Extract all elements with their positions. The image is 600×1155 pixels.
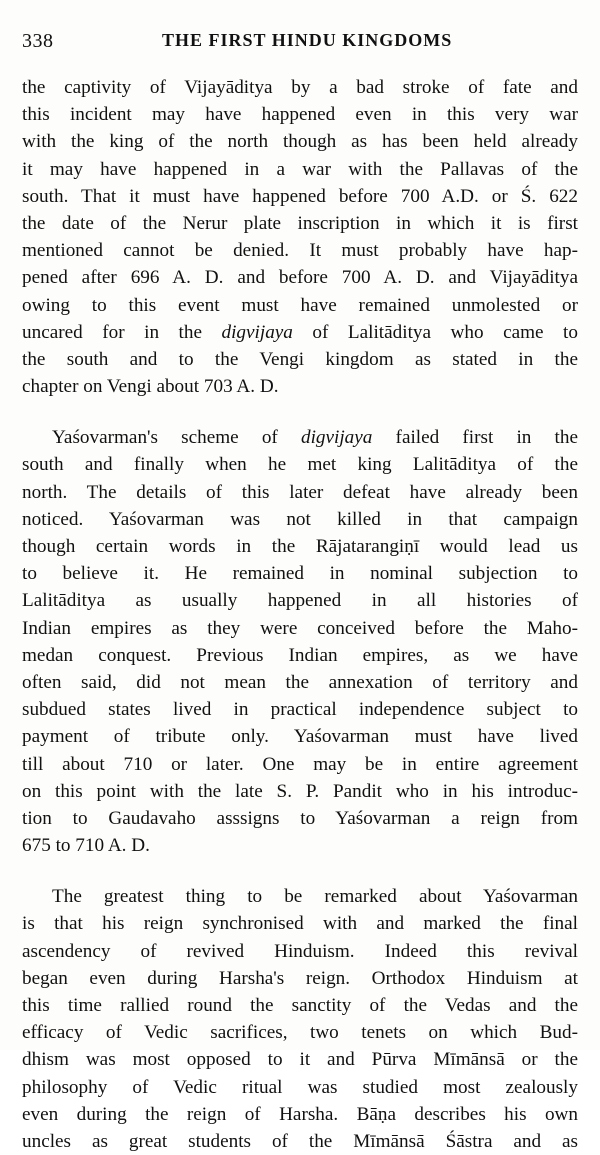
text-line: is that his reign synchronised with and marked the final <box>22 913 578 935</box>
text-line: the captivity of Vijayāditya by a bad stroke of fate and <box>22 77 578 98</box>
paragraph-2 <box>22 424 578 859</box>
text-line: chapter on Vengi about 703 A. D. <box>22 376 279 398</box>
text-line: it may have happened in a war with the Pallavas of the <box>22 158 578 180</box>
text-line: to believe it. He remained in nominal subjection to <box>22 563 578 585</box>
text-line: with the king of the north though as has been held already <box>22 131 578 153</box>
text-line: on this point with the late S. P. Pandit who in his introduc- <box>22 780 578 802</box>
text-line: south. That it must have happened before 700 A.D. or Ś. 622 <box>22 185 578 207</box>
text-line: efficacy of Vedic sacrifices, two tenets on which Bud- <box>22 1022 578 1044</box>
text-line: this time rallied round the sanctity of the Vedas and the <box>22 995 578 1016</box>
text-line: 675 to 710 A. D. <box>22 835 150 857</box>
text-line: medan conquest. Previous Indian empires, as we have <box>22 644 578 666</box>
running-title: THE FIRST HINDU KINGDOMS <box>162 30 453 50</box>
text-line: payment of tribute only. Yaśovarman must have lived <box>22 726 578 748</box>
text-line: this incident may have happened even in this very war <box>22 104 578 126</box>
text-line: philosophy of Vedic ritual was studied most zealously <box>22 1076 578 1098</box>
text-line: Yaśovarman's scheme of digvijaya failed first in the <box>52 427 578 449</box>
text-line: uncared for in the digvijaya of Lalitāditya who came to <box>22 321 578 343</box>
paragraph-3 <box>22 883 578 1155</box>
text-line: noticed. Yaśovarman was not killed in that campaign <box>22 508 578 530</box>
text-line: north. The details of this later defeat have already been <box>22 481 578 503</box>
page-number: 338 <box>22 30 54 52</box>
paragraph-1 <box>22 74 578 400</box>
text-line: mentioned cannot be denied. It must probably have hap- <box>22 240 578 262</box>
text-line: began even during Harsha's reign. Orthodox Hinduism at <box>22 967 578 989</box>
page-header <box>22 30 578 54</box>
page-body <box>22 74 578 1155</box>
text-line: The greatest thing to be remarked about Yaśovarman <box>52 886 578 908</box>
text-line: tion to Gaudavaho asssigns to Yaśovarman a reign from <box>22 807 578 829</box>
italic-term: digvijaya <box>300 427 373 449</box>
italic-term: digvijaya <box>221 321 293 343</box>
text-line: owing to this event must have remained unmolested or <box>22 294 578 316</box>
text-line: often said, did not mean the annexation of territory and <box>22 671 578 693</box>
text-line: though certain words in the Rājatarangiṇī would lead us <box>22 536 578 557</box>
text-line: Lalitāditya as usually happened in all histories of <box>22 590 578 612</box>
text-line: the date of the Nerur plate inscription in which it is first <box>22 212 578 234</box>
text-line: even during the reign of Harsha. Bāṇa describes his own <box>22 1103 578 1125</box>
text-line: subdued states lived in practical independence subject to <box>22 699 578 721</box>
text-line: dhism was most opposed to it and Pūrva Mīmānsā or the <box>22 1049 578 1071</box>
text-line: pened after 696 A. D. and before 700 A. D. and Vijayāditya <box>22 267 578 289</box>
text-line: uncles as great students of the Mīmānsā Śāstra and as <box>22 1130 578 1152</box>
text-line: ascendency of revived Hinduism. Indeed this revival <box>22 940 578 962</box>
text-line: south and finally when he met king Lalitāditya of the <box>22 454 578 476</box>
text-line: the south and to the Vengi kingdom as stated in the <box>22 348 578 370</box>
text-line: Indian empires as they were conceived before the Maho- <box>22 617 578 639</box>
text-line: till about 710 or later. One may be in entire agreement <box>22 753 578 775</box>
